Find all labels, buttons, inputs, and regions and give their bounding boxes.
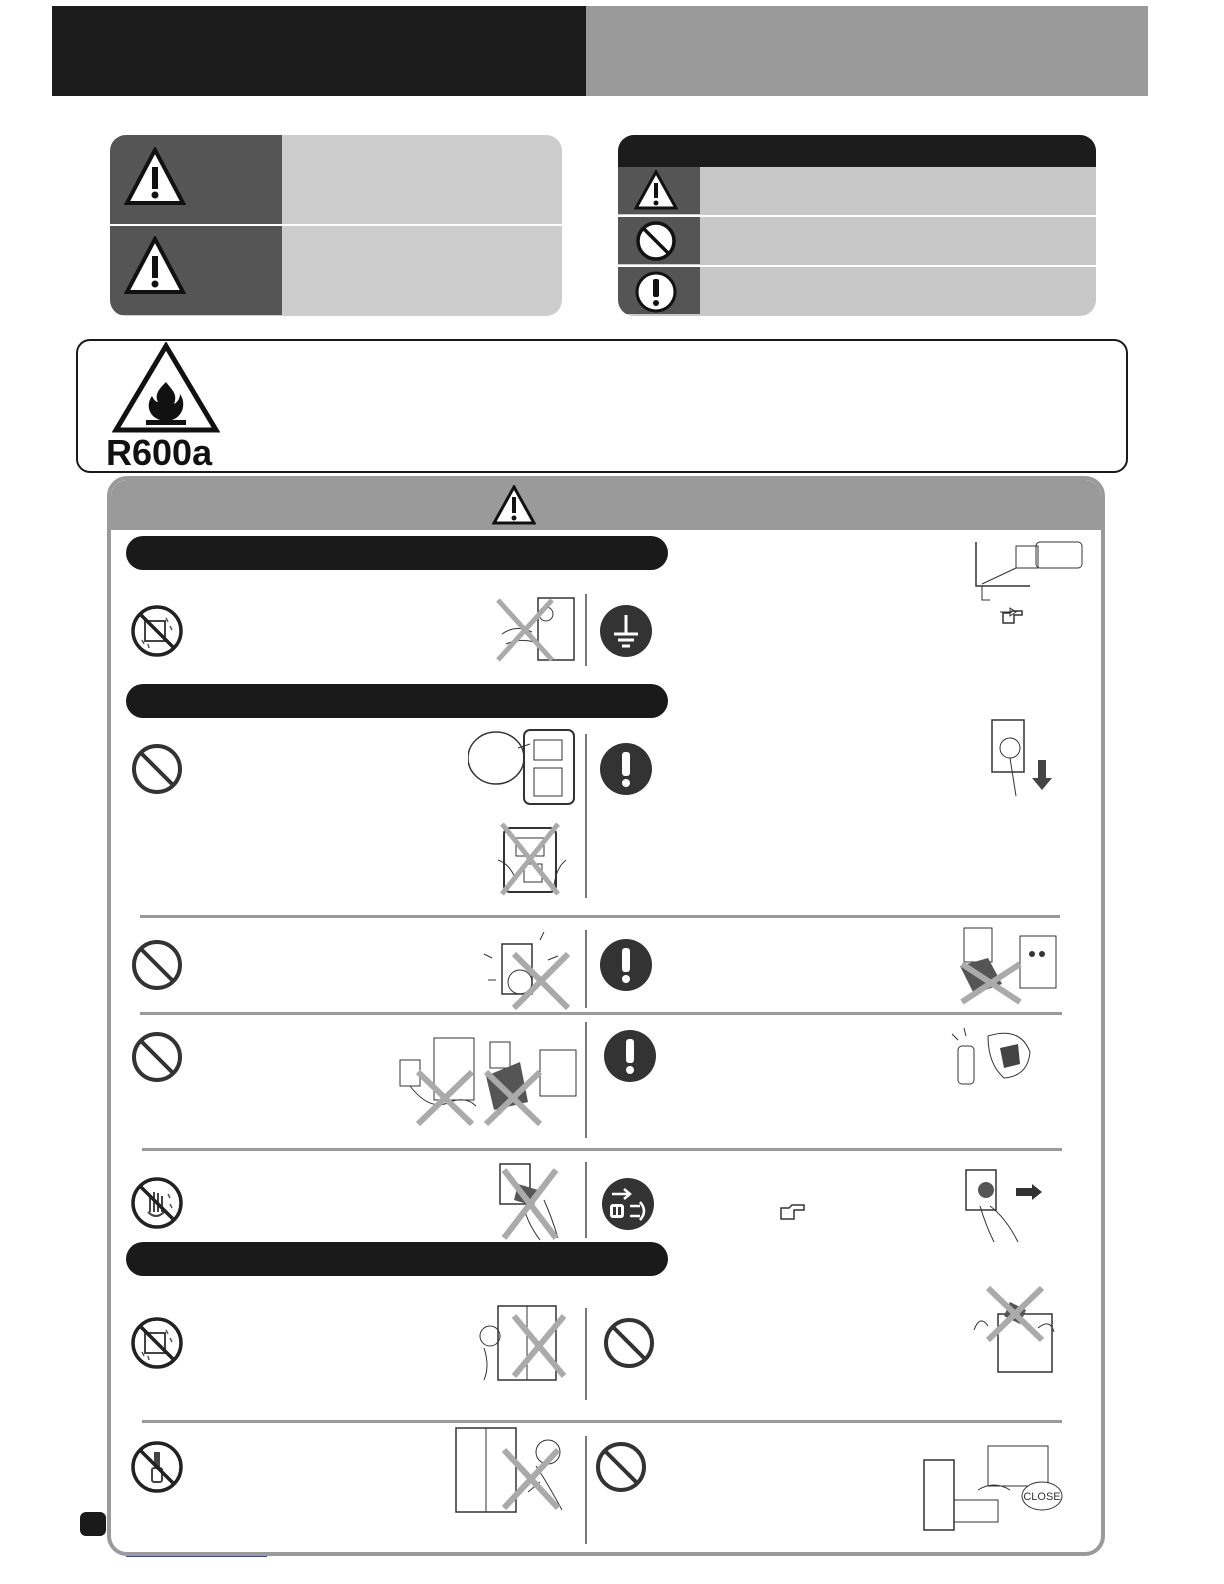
section-header-usage: [126, 1242, 668, 1276]
safety-panel-header: [111, 480, 1101, 530]
mandatory-icon: [602, 1028, 658, 1089]
row-divider: [140, 1012, 1062, 1015]
illustration-disassembly: [448, 1422, 574, 1521]
illustration-dedicated-socket: [468, 726, 580, 813]
column-divider: [585, 1022, 587, 1138]
header-subtitle-bar: [586, 6, 1148, 96]
footer-link-underline[interactable]: [126, 1556, 267, 1557]
section-header-installation: [126, 536, 668, 570]
header-title-bar: [52, 6, 586, 96]
pointing-hand-icon: [780, 1204, 806, 1225]
illustration-water-splash: [492, 594, 584, 671]
column-divider: [585, 1436, 587, 1544]
prohibited-icon: [594, 1440, 648, 1499]
no-water-splash-icon: [130, 1316, 184, 1375]
symbol-row-mandatory: [618, 267, 1096, 314]
flammable-refrigerant-notice: [76, 339, 1128, 473]
mandatory-icon: [598, 741, 654, 802]
illustration-dust-on-plug: [948, 924, 1060, 1011]
no-disassembly-icon: [130, 1440, 184, 1499]
pointing-hand-icon: [1002, 610, 1024, 629]
symbols-legend-header: [618, 135, 1096, 167]
caution-level-row: [110, 226, 562, 315]
mandatory-icon: [634, 270, 678, 316]
illustration-gas-leak-close-valve: [918, 1440, 1068, 1545]
warning-level-row: [110, 135, 562, 224]
prohibited-icon: [602, 1316, 656, 1375]
caution-triangle-icon: [634, 170, 678, 215]
illustration-insert-plug-firmly: [988, 716, 1058, 813]
illustration-loose-socket: [474, 930, 570, 1017]
illustration-multi-plug-prohibited: [494, 820, 570, 903]
warning-levels-box: [110, 135, 562, 316]
symbols-legend-box: [618, 135, 1096, 316]
row-divider: [142, 1148, 1062, 1151]
unplug-icon: [600, 1176, 656, 1237]
prohibited-icon: [130, 742, 184, 801]
refrigerant-code: R600a: [106, 432, 213, 473]
prohibited-icon: [634, 220, 678, 267]
warning-triangle-icon: [124, 147, 186, 212]
row-divider: [142, 1420, 1062, 1423]
column-divider: [585, 734, 587, 898]
illustration-pull-plug-by-head: [960, 1166, 1046, 1251]
column-divider: [585, 1308, 587, 1400]
mandatory-icon: [598, 937, 654, 998]
column-divider: [585, 594, 587, 666]
section-header-electrical: [126, 684, 668, 718]
prohibited-icon: [130, 1030, 184, 1089]
close-label: CLOSE: [1023, 1491, 1061, 1503]
warning-triangle-icon: [492, 485, 536, 530]
no-water-splash-icon: [130, 604, 184, 663]
page-number-tab: [80, 1512, 106, 1536]
illustration-wet-hands-plug: [494, 1160, 564, 1247]
column-divider: [585, 930, 587, 1008]
illustration-items-on-top: [968, 1284, 1058, 1381]
illustration-door-spray: [474, 1296, 566, 1389]
no-wet-hands-icon: [130, 1176, 184, 1235]
flammable-icon: [112, 342, 220, 439]
column-divider: [585, 1162, 587, 1238]
ground-earth-icon: [598, 603, 654, 664]
caution-triangle-icon: [124, 236, 186, 301]
prohibited-icon: [130, 938, 184, 997]
row-divider: [140, 915, 1060, 918]
symbol-row-caution: [618, 167, 1096, 214]
illustration-damaged-cord: [390, 1032, 580, 1133]
symbol-row-prohibited: [618, 217, 1096, 264]
illustration-clean-plug: [948, 1024, 1038, 1095]
